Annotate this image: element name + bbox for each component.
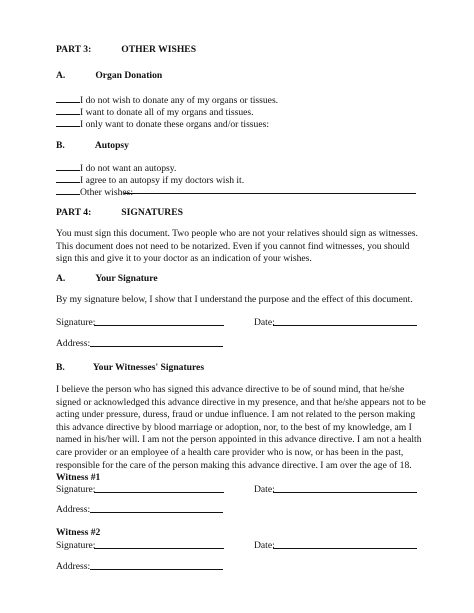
part4-heading — [56, 207, 183, 219]
witness1-address-label: Address: — [56, 504, 91, 515]
witness2-address-label: Address: — [56, 561, 91, 572]
autopsy-option-1-blank[interactable] — [56, 161, 80, 171]
your-signature-title: Your Signature — [95, 273, 158, 284]
autopsy-option-2-label: I agree to an autopsy if my doctors wish it. — [80, 175, 245, 186]
autopsy-letter: B. — [56, 140, 65, 151]
organ-donation-letter: A. — [56, 70, 66, 81]
intro-line: This document does not need to be notarized. Even if you cannot find witnesses, you should — [56, 240, 410, 252]
witness2-date-label: Date: — [254, 540, 275, 551]
part3-title: OTHER WISHES — [121, 44, 197, 55]
signature-label: Signature: — [56, 317, 96, 328]
autopsy-option-2-blank[interactable] — [56, 173, 80, 183]
organ-option-2-label: I want to donate all of my organs and tissues. — [80, 107, 254, 118]
autopsy-heading — [56, 140, 129, 152]
part4-label: PART 4: — [56, 207, 92, 218]
autopsy-option-1-label: I do not want an autopsy. — [80, 163, 177, 174]
witness1-signature-label: Signature: — [56, 484, 96, 495]
witness-statement-line: signed or acknowledged this advance directive in my presence, and that he/she appears not to be — [56, 396, 426, 408]
witness-statement — [56, 384, 428, 472]
organ-option-1-blank[interactable] — [56, 93, 80, 103]
witness-statement-line: this advance directive by blood marriage or adoption, nor, to the best of my knowledge, am I — [56, 421, 412, 433]
autopsy-option-3-label: Other wishes: — [80, 187, 134, 198]
witness-statement-line: responsible for the care of the person making this advance directive. I am over the age of 18. — [56, 459, 412, 471]
intro-line: You must sign this document. Two people who are not your relatives should sign as witnesses. — [56, 228, 418, 239]
your-signature-heading — [56, 273, 158, 285]
autopsy-option-3-blank[interactable] — [56, 185, 80, 195]
part3-label: PART 3: — [56, 44, 92, 55]
witness-statement-line: named in his/her will. I am not the person appointed in this advance directive. I am not a health — [56, 434, 422, 446]
date-field[interactable] — [273, 325, 417, 326]
organ-option-3-label: I only want to donate these organs and/or tissues: — [80, 119, 269, 130]
other-wishes-field[interactable] — [124, 193, 416, 194]
part4-title: SIGNATURES — [121, 207, 183, 218]
witness2-address-field[interactable] — [90, 569, 223, 570]
address-field[interactable] — [90, 346, 223, 347]
signature-field[interactable] — [94, 325, 224, 326]
autopsy-option-3[interactable] — [56, 185, 133, 199]
witness2-date-field[interactable] — [273, 548, 417, 549]
witness1-date-field[interactable] — [273, 492, 417, 493]
witness2-signature-field[interactable] — [94, 548, 224, 549]
date-label: Date: — [254, 317, 275, 328]
witness2-title: Witness #2 — [56, 527, 101, 538]
organ-option-2-blank[interactable] — [56, 105, 80, 115]
part3-heading — [56, 44, 196, 56]
witness1-title: Witness #1 — [56, 472, 101, 483]
witness-statement-line: acting under pressure, duress, fraud or undue influence. I am not related to the person making — [56, 409, 416, 421]
organ-option-1-label: I do not wish to donate any of my organs or tissues. — [80, 95, 279, 106]
intro-line: sign this and give it to your doctor as an indication of your wishes. — [56, 253, 312, 265]
witness1-address-field[interactable] — [90, 512, 223, 513]
signatures-intro — [56, 228, 428, 266]
address-label: Address: — [56, 338, 91, 349]
witness1-signature-field[interactable] — [94, 492, 224, 493]
witnesses-heading — [56, 362, 204, 374]
autopsy-title: Autopsy — [94, 140, 129, 151]
witnesses-letter: B. — [56, 362, 65, 373]
your-signature-letter: A. — [56, 273, 66, 284]
witness-statement-line: care provider or an employee of a health care provider who is now, or has been in the past, — [56, 446, 404, 458]
organ-donation-title: Organ Donation — [95, 70, 163, 81]
witness2-signature-label: Signature: — [56, 540, 96, 551]
understanding-statement: By my signature below, I show that I understand the purpose and the effect of this document. — [56, 294, 413, 305]
organ-option-3[interactable] — [56, 117, 269, 131]
organ-option-3-blank[interactable] — [56, 117, 80, 127]
organ-donation-heading — [56, 70, 162, 82]
witness-statement-line: I believe the person who has signed this advance directive to be of sound mind, that he/she — [56, 384, 405, 395]
witnesses-title: Your Witnesses' Signatures — [92, 362, 205, 373]
witness1-date-label: Date: — [254, 484, 275, 495]
